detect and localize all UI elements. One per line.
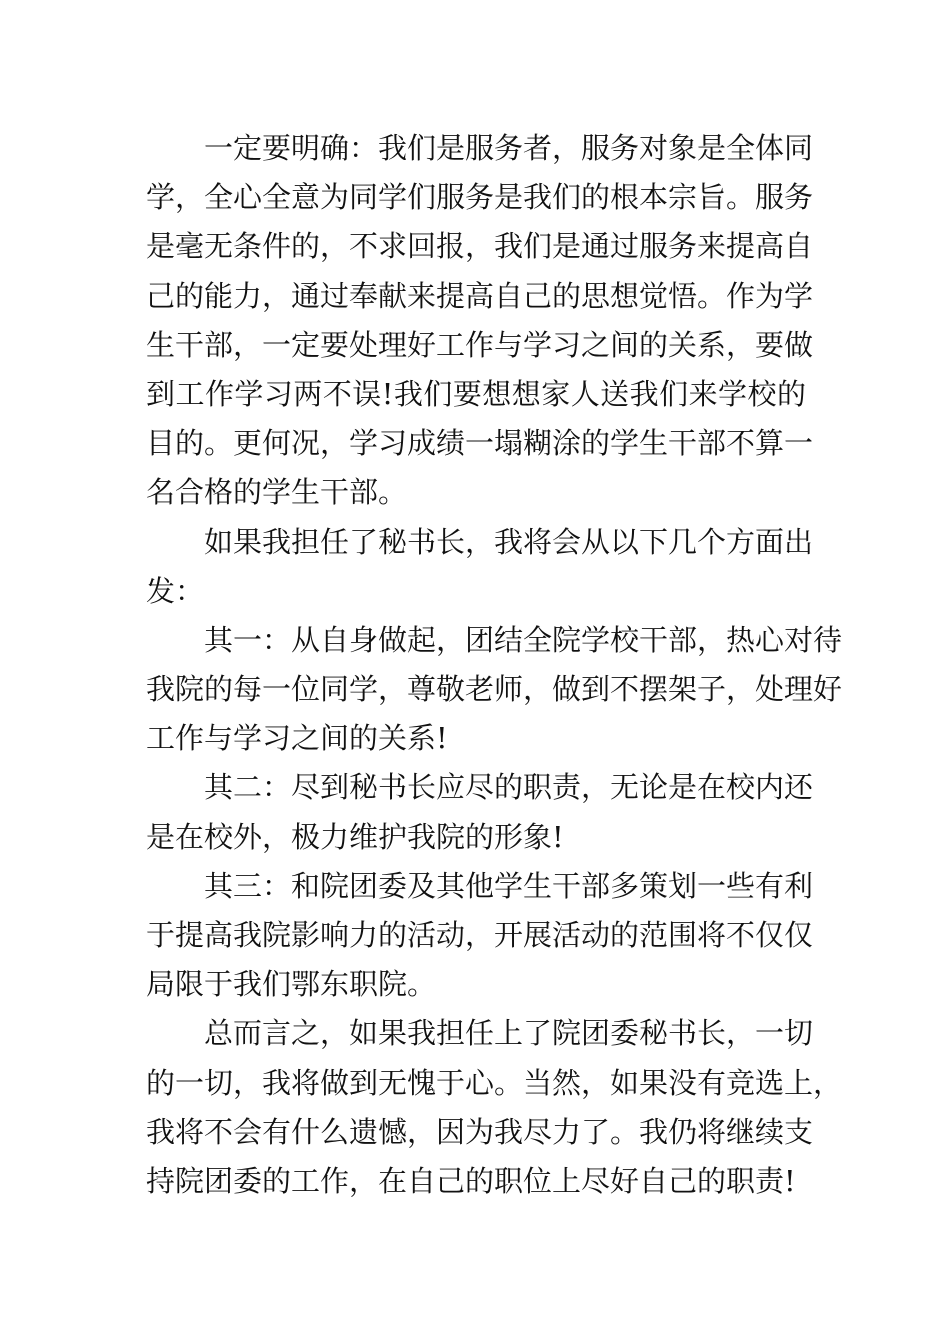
paragraph-1-line-1: 一定要明确：我们是服务者，服务对象是全体同 [204,131,814,165]
paragraph-2-line-2: 发： [146,573,205,608]
paragraph-1-line-7: 目的。更何况，学习成绩一塌糊涂的学生干部不算一 [146,426,814,461]
paragraph-6-line-1: 总而言之，如果我担任上了院团委秘书长，一切 [204,1016,814,1051]
paragraph-4-line-2: 是在校外，极力维护我院的形象! [146,819,564,854]
paragraph-5-line-1: 其三：和院团委及其他学生干部多策划一些有利 [204,868,814,903]
paragraph-1-line-8: 名合格的学生干部。 [146,475,408,510]
paragraph-3-line-3: 工作与学习之间的关系! [146,721,448,756]
paragraph-2-line-1: 如果我担任了秘书长，我将会从以下几个方面出 [204,524,814,559]
paragraph-1-line-4: 己的能力，通过奉献来提高自己的思想觉悟。作为学 [146,278,814,313]
paragraph-3-line-2: 我院的每一位同学，尊敬老师，做到不摆架子，处理好 [146,672,843,707]
paragraph-3-line-1: 其一：从自身做起，团结全院学校干部，热心对待 [204,622,843,657]
paragraph-1-line-3: 是毫无条件的，不求回报，我们是通过服务来提高自 [146,229,814,264]
paragraph-6-line-3: 我将不会有什么遗憾，因为我尽力了。我仍将继续支 [146,1114,814,1149]
paragraph-6-line-2: 的一切，我将做到无愧于心。当然，如果没有竞选上， [146,1065,843,1100]
paragraph-5-line-3: 局限于我们鄂东职院。 [146,967,437,1002]
paragraph-4-line-1: 其二：尽到秘书长应尽的职责，无论是在校内还 [204,770,814,805]
paragraph-5-line-2: 于提高我院影响力的活动，开展活动的范围将不仅仅 [146,918,814,952]
paragraph-1-line-6: 到工作学习两不误!我们要想想家人送我们来学校的 [146,376,806,411]
document-body [146,124,843,1206]
paragraph-1-line-5: 生干部，一定要处理好工作与学习之间的关系，要做 [146,327,814,362]
paragraph-1-line-2: 学，全心全意为同学们服务是我们的根本宗旨。服务 [146,180,814,215]
paragraph-6-line-4: 持院团委的工作，在自己的职位上尽好自己的职责! [146,1163,796,1198]
